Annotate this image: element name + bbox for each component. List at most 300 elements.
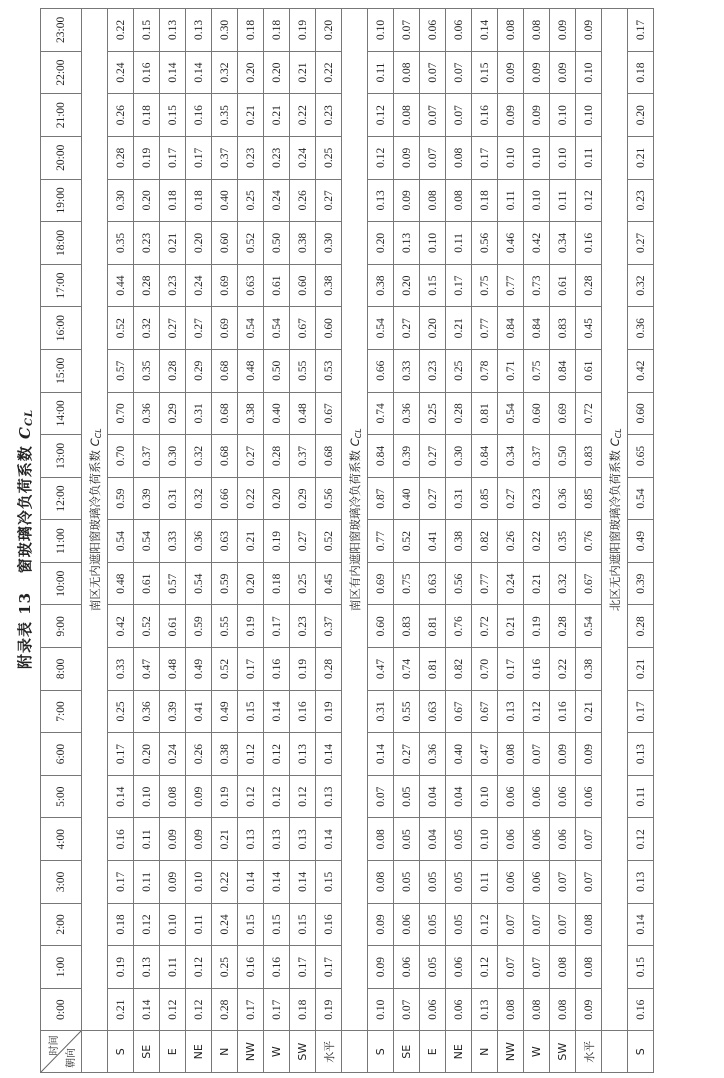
section-title-text: 北区无内遮阳窗玻璃冷负荷系数 <box>607 450 622 612</box>
table-cell: 0.30 <box>212 9 238 52</box>
row-orientation: N <box>212 1031 238 1073</box>
table-cell: 0.49 <box>186 648 212 691</box>
table-cell: 0.06 <box>498 861 524 904</box>
table-cell: 0.08 <box>394 94 420 137</box>
table-cell: 0.28 <box>134 264 160 307</box>
table-row <box>186 9 212 1073</box>
table-cell: 0.38 <box>446 520 472 563</box>
table-cell: 0.52 <box>394 520 420 563</box>
table-cell: 0.21 <box>160 222 186 265</box>
table-cell: 0.34 <box>550 222 576 265</box>
table-cell: 0.17 <box>238 988 264 1031</box>
table-cell: 0.09 <box>186 818 212 861</box>
table-cell: 0.07 <box>550 861 576 904</box>
section-title-symbol: C <box>347 438 362 447</box>
header-row <box>41 9 82 1073</box>
section-title-subscript: CL <box>93 428 103 439</box>
table-cell: 0.72 <box>472 605 498 648</box>
table-cell: 0.32 <box>628 264 654 307</box>
table-cell: 0.25 <box>238 179 264 222</box>
table-cell: 0.08 <box>394 51 420 94</box>
table-cell: 0.09 <box>576 988 602 1031</box>
table-cell: 0.12 <box>368 94 394 137</box>
table-cell: 0.08 <box>524 988 550 1031</box>
table-cell: 0.32 <box>134 307 160 350</box>
table-cell: 0.17 <box>472 136 498 179</box>
table-cell: 0.61 <box>550 264 576 307</box>
table-cell: 0.14 <box>264 690 290 733</box>
table-cell: 0.07 <box>368 775 394 818</box>
table-cell: 0.23 <box>420 349 446 392</box>
corner-label-orientation: 朝向 <box>66 1048 77 1068</box>
table-cell: 0.42 <box>628 349 654 392</box>
table-cell: 0.60 <box>212 222 238 265</box>
table-cell: 0.37 <box>524 435 550 478</box>
table-cell: 0.28 <box>160 349 186 392</box>
table-cell: 0.47 <box>134 648 160 691</box>
table-cell: 0.75 <box>524 349 550 392</box>
table-row <box>394 9 420 1073</box>
table-cell: 0.13 <box>134 946 160 989</box>
table-cell: 0.19 <box>316 690 342 733</box>
table-cell: 0.09 <box>576 733 602 776</box>
table-cell: 0.11 <box>472 861 498 904</box>
table-cell: 0.19 <box>290 648 316 691</box>
table-cell: 0.04 <box>420 818 446 861</box>
row-orientation: S <box>628 1031 654 1073</box>
table-cell: 0.05 <box>420 946 446 989</box>
table-cell: 0.07 <box>524 903 550 946</box>
table-cell: 0.60 <box>524 392 550 435</box>
section-title-blank <box>602 1031 628 1073</box>
section-title <box>342 9 368 1031</box>
table-cell: 0.50 <box>550 435 576 478</box>
table-cell: 0.20 <box>186 222 212 265</box>
table-cell: 0.13 <box>264 818 290 861</box>
table-cell: 0.24 <box>264 179 290 222</box>
table-cell: 0.36 <box>186 520 212 563</box>
section-title-subscript: CL <box>353 428 363 439</box>
table-cell: 0.08 <box>446 179 472 222</box>
table-cell: 0.26 <box>498 520 524 563</box>
table-cell: 0.05 <box>394 775 420 818</box>
table-cell: 0.12 <box>160 988 186 1031</box>
table-cell: 0.05 <box>420 861 446 904</box>
table-cell: 0.53 <box>316 349 342 392</box>
table-cell: 0.29 <box>186 349 212 392</box>
table-cell: 0.34 <box>498 435 524 478</box>
table-cell: 0.12 <box>238 733 264 776</box>
table-cell: 0.39 <box>134 477 160 520</box>
table-cell: 0.84 <box>472 435 498 478</box>
table-cell: 0.20 <box>134 179 160 222</box>
table-cell: 0.77 <box>472 562 498 605</box>
table-cell: 0.63 <box>420 562 446 605</box>
table-cell: 0.27 <box>186 307 212 350</box>
table-cell: 0.30 <box>316 222 342 265</box>
table-cell: 0.23 <box>160 264 186 307</box>
table-cell: 0.52 <box>108 307 134 350</box>
table-cell: 0.13 <box>290 733 316 776</box>
table-cell: 0.07 <box>524 733 550 776</box>
table-cell: 0.12 <box>472 946 498 989</box>
table-cell: 0.08 <box>498 9 524 52</box>
section-title-blank <box>82 1031 108 1073</box>
table-cell: 0.19 <box>264 520 290 563</box>
table-cell: 0.14 <box>264 861 290 904</box>
table-cell: 0.16 <box>316 903 342 946</box>
table-cell: 0.08 <box>498 988 524 1031</box>
table-cell: 0.60 <box>290 264 316 307</box>
table-cell: 0.66 <box>368 349 394 392</box>
table-cell: 0.75 <box>472 264 498 307</box>
table-cell: 0.66 <box>212 477 238 520</box>
hour-header: 17:00 <box>41 264 82 307</box>
table-cell: 0.76 <box>446 605 472 648</box>
table-cell: 0.16 <box>524 648 550 691</box>
table-cell: 0.08 <box>420 179 446 222</box>
table-cell: 0.28 <box>576 264 602 307</box>
table-caption <box>14 0 35 1078</box>
table-cell: 0.18 <box>264 562 290 605</box>
table-cell: 0.29 <box>160 392 186 435</box>
table-cell: 0.39 <box>394 435 420 478</box>
table-cell: 0.36 <box>134 690 160 733</box>
table-cell: 0.14 <box>472 9 498 52</box>
row-orientation: W <box>524 1031 550 1073</box>
table-cell: 0.25 <box>290 562 316 605</box>
table-cell: 0.23 <box>134 222 160 265</box>
table-cell: 0.07 <box>446 51 472 94</box>
table-cell: 0.07 <box>446 94 472 137</box>
table-cell: 0.17 <box>264 988 290 1031</box>
table-cell: 0.13 <box>160 9 186 52</box>
table-cell: 0.85 <box>472 477 498 520</box>
table-cell: 0.67 <box>472 690 498 733</box>
table-cell: 0.08 <box>576 903 602 946</box>
table-cell: 0.33 <box>394 349 420 392</box>
table-cell: 0.31 <box>368 690 394 733</box>
table-cell: 0.21 <box>108 988 134 1031</box>
row-orientation: 水平 <box>576 1031 602 1073</box>
table-cell: 0.63 <box>238 264 264 307</box>
table-cell: 0.59 <box>212 562 238 605</box>
table-cell: 0.21 <box>524 562 550 605</box>
table-cell: 0.10 <box>160 903 186 946</box>
row-orientation: N <box>472 1031 498 1073</box>
table-cell: 0.32 <box>186 435 212 478</box>
table-cell: 0.08 <box>550 988 576 1031</box>
table-cell: 0.13 <box>186 9 212 52</box>
table-cell: 0.44 <box>108 264 134 307</box>
table-cell: 0.45 <box>316 562 342 605</box>
table-row <box>108 9 134 1073</box>
table-cell: 0.12 <box>524 690 550 733</box>
table-cell: 0.09 <box>498 94 524 137</box>
table-cell: 0.10 <box>498 136 524 179</box>
hour-header: 11:00 <box>41 520 82 563</box>
table-cell: 0.52 <box>134 605 160 648</box>
table-cell: 0.85 <box>576 477 602 520</box>
table-cell: 0.12 <box>576 179 602 222</box>
table-cell: 0.08 <box>160 775 186 818</box>
table-cell: 0.07 <box>576 818 602 861</box>
section-title <box>602 9 628 1031</box>
table-cell: 0.76 <box>576 520 602 563</box>
hour-header: 15:00 <box>41 349 82 392</box>
table-cell: 0.25 <box>446 349 472 392</box>
table-cell: 0.55 <box>212 605 238 648</box>
table-cell: 0.17 <box>264 605 290 648</box>
table-cell: 0.55 <box>394 690 420 733</box>
table-cell: 0.70 <box>108 435 134 478</box>
table-cell: 0.07 <box>576 861 602 904</box>
table-cell: 0.38 <box>368 264 394 307</box>
table-cell: 0.06 <box>498 775 524 818</box>
table-cell: 0.59 <box>108 477 134 520</box>
table-cell: 0.08 <box>446 136 472 179</box>
table-cell: 0.23 <box>628 179 654 222</box>
table-cell: 0.09 <box>524 94 550 137</box>
table-cell: 0.18 <box>186 179 212 222</box>
table-cell: 0.08 <box>498 733 524 776</box>
table-cell: 0.54 <box>186 562 212 605</box>
table-cell: 0.10 <box>420 222 446 265</box>
row-orientation: E <box>420 1031 446 1073</box>
table-row <box>498 9 524 1073</box>
table-cell: 0.63 <box>212 520 238 563</box>
table-cell: 0.19 <box>108 946 134 989</box>
table-cell: 0.33 <box>108 648 134 691</box>
section-title-symbol: C <box>607 438 622 447</box>
table-cell: 0.04 <box>420 775 446 818</box>
table-cell: 0.50 <box>264 349 290 392</box>
table-cell: 0.83 <box>394 605 420 648</box>
table-cell: 0.84 <box>550 349 576 392</box>
table-cell: 0.21 <box>238 520 264 563</box>
table-cell: 0.54 <box>576 605 602 648</box>
table-cell: 0.06 <box>498 818 524 861</box>
table-cell: 0.11 <box>446 222 472 265</box>
table-cell: 0.09 <box>160 818 186 861</box>
table-cell: 0.05 <box>420 903 446 946</box>
row-orientation: SE <box>394 1031 420 1073</box>
table-cell: 0.61 <box>134 562 160 605</box>
row-orientation: NW <box>238 1031 264 1073</box>
table-cell: 0.23 <box>238 136 264 179</box>
table-cell: 0.46 <box>498 222 524 265</box>
table-cell: 0.25 <box>108 690 134 733</box>
table-cell: 0.07 <box>394 988 420 1031</box>
hour-header: 2:00 <box>41 903 82 946</box>
table-cell: 0.17 <box>108 861 134 904</box>
row-orientation: SE <box>134 1031 160 1073</box>
table-cell: 0.20 <box>134 733 160 776</box>
section-title-row <box>342 9 368 1073</box>
table-cell: 0.36 <box>420 733 446 776</box>
table-cell: 0.77 <box>498 264 524 307</box>
table-cell: 0.22 <box>290 94 316 137</box>
table-cell: 0.32 <box>550 562 576 605</box>
table-cell: 0.23 <box>264 136 290 179</box>
table-cell: 0.16 <box>186 94 212 137</box>
table-cell: 0.22 <box>524 520 550 563</box>
table-cell: 0.07 <box>524 946 550 989</box>
table-cell: 0.68 <box>212 435 238 478</box>
table-cell: 0.12 <box>264 733 290 776</box>
table-cell: 0.15 <box>160 94 186 137</box>
table-cell: 0.70 <box>472 648 498 691</box>
table-cell: 0.54 <box>108 520 134 563</box>
table-cell: 0.26 <box>108 94 134 137</box>
table-cell: 0.29 <box>290 477 316 520</box>
section-title-text: 南区无内遮阳窗玻璃冷负荷系数 <box>87 450 102 612</box>
table-cell: 0.17 <box>498 648 524 691</box>
table-cell: 0.15 <box>472 51 498 94</box>
table-cell: 0.12 <box>238 775 264 818</box>
table-cell: 0.10 <box>472 775 498 818</box>
table-cell: 0.06 <box>420 9 446 52</box>
caption-title: 窗玻璃冷负荷系数 <box>16 445 34 574</box>
table-cell: 0.14 <box>160 51 186 94</box>
table-cell: 0.09 <box>368 946 394 989</box>
hour-header: 12:00 <box>41 477 82 520</box>
table-cell: 0.24 <box>498 562 524 605</box>
corner-label-time: 时间 <box>49 1035 60 1056</box>
section-title-text: 南区有内遮阳窗玻璃冷负荷系数 <box>347 450 362 612</box>
hour-header: 5:00 <box>41 775 82 818</box>
table-cell: 0.12 <box>628 818 654 861</box>
table-cell: 0.05 <box>394 818 420 861</box>
table-cell: 0.22 <box>550 648 576 691</box>
table-cell: 0.54 <box>238 307 264 350</box>
table-cell: 0.38 <box>212 733 238 776</box>
table-cell: 0.25 <box>316 136 342 179</box>
table-cell: 0.30 <box>160 435 186 478</box>
table-row <box>264 9 290 1073</box>
table-cell: 0.55 <box>290 349 316 392</box>
table-cell: 0.10 <box>550 136 576 179</box>
table-cell: 0.61 <box>264 264 290 307</box>
table-cell: 0.18 <box>238 9 264 52</box>
hour-header: 23:00 <box>41 9 82 52</box>
table-cell: 0.28 <box>316 648 342 691</box>
table-cell: 0.37 <box>134 435 160 478</box>
table-cell: 0.13 <box>238 818 264 861</box>
table-cell: 0.60 <box>368 605 394 648</box>
row-orientation: 水平 <box>316 1031 342 1073</box>
table-cell: 0.35 <box>550 520 576 563</box>
table-cell: 0.16 <box>108 818 134 861</box>
table-row <box>420 9 446 1073</box>
table-cell: 0.38 <box>316 264 342 307</box>
section-title-subscript: CL <box>613 428 623 439</box>
hour-header: 18:00 <box>41 222 82 265</box>
table-cell: 0.20 <box>264 51 290 94</box>
row-orientation: NE <box>446 1031 472 1073</box>
table-cell: 0.19 <box>212 775 238 818</box>
table-cell: 0.67 <box>316 392 342 435</box>
table-cell: 0.15 <box>420 264 446 307</box>
table-cell: 0.12 <box>134 903 160 946</box>
table-cell: 0.11 <box>368 51 394 94</box>
table-cell: 0.54 <box>368 307 394 350</box>
hour-header: 14:00 <box>41 392 82 435</box>
table-cell: 0.40 <box>394 477 420 520</box>
section-title-row <box>602 9 628 1073</box>
caption-symbol: C <box>16 426 34 439</box>
cooling-load-table <box>40 8 654 1073</box>
table-cell: 0.23 <box>524 477 550 520</box>
table-cell: 0.18 <box>264 9 290 52</box>
table-cell: 0.74 <box>368 392 394 435</box>
table-cell: 0.05 <box>394 861 420 904</box>
table-cell: 0.48 <box>290 392 316 435</box>
table-cell: 0.33 <box>160 520 186 563</box>
table-cell: 0.14 <box>290 861 316 904</box>
table-cell: 0.17 <box>628 690 654 733</box>
table-cell: 0.19 <box>238 605 264 648</box>
table-cell: 0.35 <box>212 94 238 137</box>
table-cell: 0.77 <box>472 307 498 350</box>
table-cell: 0.15 <box>238 903 264 946</box>
table-cell: 0.48 <box>160 648 186 691</box>
table-row <box>446 9 472 1073</box>
table-cell: 0.13 <box>498 690 524 733</box>
table-cell: 0.54 <box>498 392 524 435</box>
hour-header: 16:00 <box>41 307 82 350</box>
table-cell: 0.24 <box>160 733 186 776</box>
table-cell: 0.18 <box>160 179 186 222</box>
table-cell: 0.24 <box>212 903 238 946</box>
table-cell: 0.13 <box>628 733 654 776</box>
table-row <box>550 9 576 1073</box>
table-cell: 0.06 <box>420 988 446 1031</box>
table-row <box>290 9 316 1073</box>
table-cell: 0.14 <box>628 903 654 946</box>
table-cell: 0.75 <box>394 562 420 605</box>
table-cell: 0.27 <box>420 477 446 520</box>
table-cell: 0.14 <box>186 51 212 94</box>
table-cell: 0.12 <box>186 946 212 989</box>
hour-header: 8:00 <box>41 648 82 691</box>
table-cell: 0.10 <box>550 94 576 137</box>
table-cell: 0.27 <box>498 477 524 520</box>
table-cell: 0.84 <box>498 307 524 350</box>
table-cell: 0.10 <box>524 179 550 222</box>
table-cell: 0.04 <box>446 775 472 818</box>
table-cell: 0.32 <box>212 51 238 94</box>
table-cell: 0.16 <box>134 51 160 94</box>
table-cell: 0.37 <box>212 136 238 179</box>
caption-prefix: 附录表 13 <box>16 591 34 669</box>
table-cell: 0.08 <box>524 9 550 52</box>
table-cell: 0.16 <box>550 690 576 733</box>
table-cell: 0.09 <box>368 903 394 946</box>
table-cell: 0.39 <box>160 690 186 733</box>
table-cell: 0.81 <box>420 648 446 691</box>
section-title-blank <box>342 1031 368 1073</box>
table-cell: 0.16 <box>290 690 316 733</box>
table-cell: 0.68 <box>212 349 238 392</box>
table-cell: 0.12 <box>264 775 290 818</box>
table-cell: 0.56 <box>316 477 342 520</box>
table-row <box>212 9 238 1073</box>
table-cell: 0.73 <box>524 264 550 307</box>
table-cell: 0.59 <box>186 605 212 648</box>
table-cell: 0.47 <box>368 648 394 691</box>
table-cell: 0.61 <box>576 349 602 392</box>
